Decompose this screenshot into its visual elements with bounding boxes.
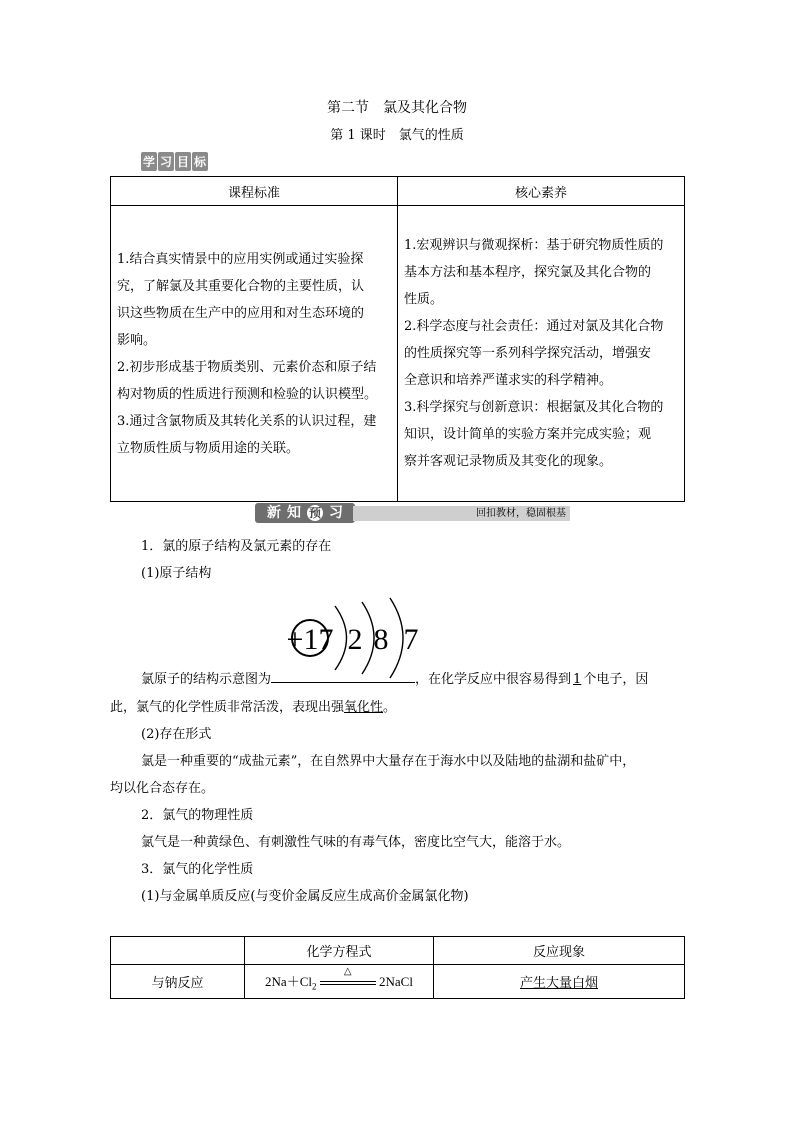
shell-electrons: 7 bbox=[403, 623, 419, 656]
banner-char: 预 bbox=[308, 506, 321, 520]
lesson-title: 第 1 课时 氯气的性质 bbox=[330, 128, 464, 143]
standards-line: 究，了解氯及其重要化合物的主要性质，认 bbox=[117, 278, 365, 294]
study-goals-badge bbox=[141, 151, 209, 171]
blank-oxidizing-property: 氧化性 bbox=[344, 700, 384, 715]
text-span: 此，氯气的化学性质非常活泼，表现出强 bbox=[110, 700, 345, 715]
literacy-line: 基本方法和基本程序，探究氯及其化合物的 bbox=[404, 265, 652, 280]
paragraph-existence-1: 氯是一种重要的“成盐元素”，在自然界中大量存在于海水中以及陆地的盐湖和盐矿中， bbox=[141, 754, 636, 769]
shell-electrons: 8 bbox=[373, 623, 389, 656]
preview-banner-label bbox=[255, 503, 355, 523]
blank-electron-count: 1 bbox=[573, 672, 582, 687]
text-span: ，在化学反应中很容易得到 bbox=[415, 672, 572, 687]
nucleus-charge: +17 bbox=[286, 623, 334, 656]
reaction-col-header bbox=[111, 937, 245, 965]
standards-line: 3.通过含氯物质及其转化关系的认识过程，建 bbox=[117, 413, 377, 429]
standards-line: 构对物质的性质进行预测和检验的认识模型。 bbox=[117, 386, 378, 402]
banner-char: 知 bbox=[287, 505, 301, 521]
standards-line: 识这些物质在生产中的应用和对生态环境的 bbox=[117, 305, 365, 321]
subheading-metal-reaction: (1)与金属单质反应(与变价金属反应生成高价金属氯化物) bbox=[141, 889, 469, 904]
electron-shell-arc bbox=[390, 598, 403, 678]
badge-char: 目 bbox=[175, 152, 191, 171]
subheading-atomic-structure: (1)原子结构 bbox=[141, 566, 212, 581]
heading-2: 2．氯气的物理性质 bbox=[141, 808, 254, 823]
reaction-equation bbox=[245, 965, 434, 999]
standards-line: 2.初步形成基于物质类别、元素价态和原子结 bbox=[117, 359, 377, 375]
literacy-line: 全意识和培养严谨求实的科学精神。 bbox=[404, 373, 613, 388]
literacy-line: 1.宏观辨识与微观探析：基于研究物质性质的 bbox=[404, 238, 664, 253]
standards-line: 1.结合真实情景中的应用实例或通过实验探 bbox=[117, 251, 364, 267]
equation-arrow bbox=[320, 966, 376, 990]
equation-subscript: 2 bbox=[312, 981, 317, 992]
literacy-line: 2.科学态度与社会责任：通过对氯及其化合物 bbox=[404, 319, 664, 334]
text-span: 氯原子的结构示意图为 bbox=[141, 672, 272, 687]
literacy-line: 察并客观记录物质及其变化的现象。 bbox=[404, 454, 613, 469]
literacy-line: 性质。 bbox=[404, 292, 444, 307]
paragraph-oxidizing bbox=[110, 696, 396, 715]
section-title: 第二节 氯及其化合物 bbox=[327, 100, 467, 116]
heading-1: 1．氯的原子结构及氯元素的存在 bbox=[141, 539, 332, 554]
phenomenon-answer: 产生大量白烟 bbox=[519, 976, 598, 991]
literacy-line: 3.科学探究与创新意识：根据氯及其化合物的 bbox=[404, 400, 664, 415]
literacy-line: 知识，设计简单的实验方案并完成实验；观 bbox=[404, 427, 652, 442]
equals-line bbox=[320, 984, 376, 985]
blank-diagram bbox=[271, 668, 415, 683]
standards-cell bbox=[111, 206, 398, 502]
literacy-cell bbox=[398, 206, 685, 502]
shell-electrons: 2 bbox=[347, 623, 363, 656]
literacy-line: 的性质探究等一系列科学探究活动，增强安 bbox=[404, 346, 652, 361]
paragraph-existence-2: 均以化合态存在。 bbox=[110, 781, 215, 796]
reaction-table bbox=[110, 936, 685, 999]
heading-3: 3．氯气的化学性质 bbox=[141, 862, 254, 877]
equation-products: 2NaCl bbox=[379, 974, 413, 990]
electron-shell-arc bbox=[362, 602, 374, 674]
col-header-literacy: 核心素养 bbox=[398, 177, 685, 206]
electron-shell-arc bbox=[335, 606, 347, 670]
standards-line: 立物质性质与物质用途的关联。 bbox=[117, 440, 300, 456]
badge-char: 标 bbox=[192, 152, 208, 171]
col-header-standards: 课程标准 bbox=[111, 177, 398, 206]
standards-line: 影响。 bbox=[117, 332, 157, 348]
equation-reactants: 2Na＋Cl bbox=[265, 974, 312, 990]
badge-char: 学 bbox=[141, 152, 157, 171]
paragraph-physical-properties: 氯气是一种黄绿色、有刺激性气味的有毒气体，密度比空气大，能溶于水。 bbox=[141, 835, 571, 850]
heat-condition: △ bbox=[343, 966, 352, 978]
preview-banner bbox=[255, 503, 570, 523]
text-span: 个电子，因 bbox=[583, 672, 649, 687]
preview-banner-tagline: 回扣教材，稳固根基 bbox=[353, 506, 570, 521]
reaction-phenomenon bbox=[434, 965, 685, 999]
badge-char: 习 bbox=[158, 152, 174, 171]
reaction-row-label: 与钠反应 bbox=[111, 965, 245, 999]
text-span: 。 bbox=[383, 700, 397, 715]
objectives-table bbox=[110, 176, 685, 502]
reaction-col-header: 反应现象 bbox=[434, 937, 685, 965]
equals-line bbox=[320, 981, 376, 982]
subheading-existence: (2)存在形式 bbox=[141, 727, 212, 742]
paragraph-atom-structure bbox=[141, 668, 648, 687]
banner-char: 新 bbox=[267, 505, 281, 521]
banner-char: 习 bbox=[329, 505, 343, 521]
reaction-col-header: 化学方程式 bbox=[245, 937, 434, 965]
